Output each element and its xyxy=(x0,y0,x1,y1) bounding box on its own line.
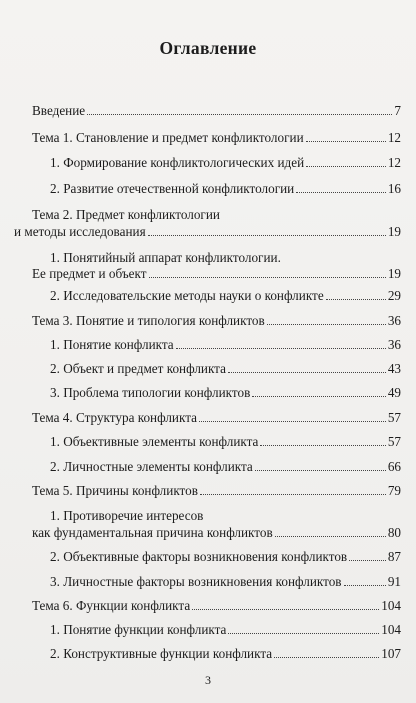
toc-entry-topic-4-section-2[interactable] xyxy=(50,459,401,475)
toc-entry-text: 2. Исследовательские методы науки о конфликте xyxy=(50,288,324,303)
toc-entry-text: и методы исследования xyxy=(14,224,146,239)
toc-leader xyxy=(349,560,386,561)
toc-entry-topic-5-section-2[interactable] xyxy=(50,549,401,565)
toc-entry-topic-3[interactable] xyxy=(32,313,401,329)
toc-entry-topic-2-line1[interactable]: Тема 2. Предмет конфликтологии xyxy=(32,207,220,222)
toc-entry-text: 2. Конструктивные функции конфликта xyxy=(50,646,273,661)
toc-entry-text: 1. Формирование конфликтологических идей xyxy=(50,155,305,170)
toc-entry-text: Тема 6. Функции конфликта xyxy=(32,598,191,613)
toc-leader xyxy=(296,192,386,193)
toc-leader xyxy=(192,609,379,610)
toc-leader xyxy=(228,372,386,373)
toc-entry-text: Введение xyxy=(32,103,86,118)
page-number: 3 xyxy=(205,673,211,687)
toc-entry-page: 12 xyxy=(387,130,401,145)
toc-entry-topic-1-section-2[interactable] xyxy=(50,181,401,197)
toc-entry-text: Тема 3. Понятие и типология конфликтов xyxy=(32,313,265,328)
toc-entry-topic-2-section-2[interactable] xyxy=(50,288,401,304)
toc-entry-page: 16 xyxy=(387,181,401,196)
toc-entry-page: 79 xyxy=(387,483,401,498)
toc-leader xyxy=(176,348,386,349)
toc-entry-text: Тема 4. Структура конфликта xyxy=(32,410,197,425)
toc-entry-topic-6-section-2[interactable] xyxy=(50,646,401,662)
toc-entry-page: 91 xyxy=(387,574,401,589)
toc-entry-page: 87 xyxy=(387,549,401,564)
toc-entry-topic-3-section-1[interactable] xyxy=(50,337,401,353)
toc-leader xyxy=(275,536,386,537)
toc-leader xyxy=(260,445,385,446)
toc-entry-page: 7 xyxy=(394,103,401,118)
toc-entry-topic-4-section-1[interactable] xyxy=(50,434,401,450)
toc-entry-page: 12 xyxy=(387,155,401,170)
toc-entry-topic-2[interactable] xyxy=(14,224,401,240)
toc-entry-text: 1. Понятие функции конфликта xyxy=(50,622,227,637)
toc-entry-text: 2. Развитие отечественной конфликтологии xyxy=(50,181,295,196)
toc-entry-page: 19 xyxy=(387,224,401,239)
toc-leader xyxy=(228,633,379,634)
toc-entry-page: 49 xyxy=(387,385,401,400)
page-title: Оглавление xyxy=(159,38,257,58)
toc-entry-text: Тема 5. Причины конфликтов xyxy=(32,483,198,498)
toc-leader xyxy=(306,141,386,142)
toc-leader xyxy=(252,396,386,397)
toc-entry-text: 2. Объективные факторы возникновения конфликтов xyxy=(50,549,348,564)
toc-leader xyxy=(274,657,379,658)
toc-entry-text: как фундаментальная причина конфликтов xyxy=(32,525,273,540)
toc-entry-topic-3-section-2[interactable] xyxy=(50,361,401,377)
toc-leader xyxy=(148,235,386,236)
toc-entry-text: 3. Личностные факторы возникновения конфликтов xyxy=(50,574,342,589)
toc-entry-page: 57 xyxy=(387,410,401,425)
toc-entry-page: 66 xyxy=(387,459,401,474)
toc-entry-text: 1. Понятие конфликта xyxy=(50,337,174,352)
toc-entry-topic-5-section-1[interactable] xyxy=(32,525,401,541)
toc-entry-introduction[interactable] xyxy=(32,103,401,119)
toc-entry-topic-5-section-1-line1[interactable]: 1. Противоречие интересов xyxy=(50,508,204,523)
toc-leader xyxy=(149,277,386,278)
toc-entry-topic-1-section-1[interactable] xyxy=(50,155,401,171)
toc-leader xyxy=(344,585,386,586)
toc-entry-page: 43 xyxy=(387,361,401,376)
toc-entry-page: 107 xyxy=(381,646,401,661)
toc-entry-topic-6-section-1[interactable] xyxy=(50,622,401,638)
toc-entry-page: 104 xyxy=(381,622,401,637)
toc-entry-text: 3. Проблема типологии конфликтов xyxy=(50,385,251,400)
toc-entry-page: 36 xyxy=(387,337,401,352)
toc-entry-topic-5[interactable] xyxy=(32,483,401,499)
toc-entry-page: 19 xyxy=(387,266,401,281)
toc-entry-topic-4[interactable] xyxy=(32,410,401,426)
toc-leader xyxy=(87,114,392,115)
toc-entry-text: 2. Личностные элементы конфликта xyxy=(50,459,253,474)
toc-entry-topic-3-section-3[interactable] xyxy=(50,385,401,401)
toc-entry-page: 80 xyxy=(387,525,401,540)
toc-entry-text: 1. Объективные элементы конфликта xyxy=(50,434,259,449)
toc-leader xyxy=(267,324,386,325)
toc-entry-text: 2. Объект и предмет конфликта xyxy=(50,361,226,376)
toc-entry-topic-5-section-3[interactable] xyxy=(50,574,401,590)
toc-entry-text: Ее предмет и объект xyxy=(32,266,147,281)
toc-entry-topic-2-section-1[interactable] xyxy=(32,266,401,282)
toc-entry-page: 36 xyxy=(387,313,401,328)
toc-entry-topic-1[interactable] xyxy=(32,130,401,146)
toc-entry-page: 104 xyxy=(381,598,401,613)
toc-leader xyxy=(255,470,386,471)
toc-leader xyxy=(199,421,386,422)
toc-leader xyxy=(306,166,386,167)
toc-leader xyxy=(326,299,386,300)
toc-entry-page: 57 xyxy=(387,434,401,449)
toc-entry-text: Тема 1. Становление и предмет конфликтологии xyxy=(32,130,304,145)
toc-entry-topic-2-section-1-line1[interactable]: 1. Понятийный аппарат конфликтологии. xyxy=(50,250,281,265)
toc-entry-page: 29 xyxy=(387,288,401,303)
toc-entry-topic-6[interactable] xyxy=(32,598,401,614)
toc-leader xyxy=(200,494,386,495)
